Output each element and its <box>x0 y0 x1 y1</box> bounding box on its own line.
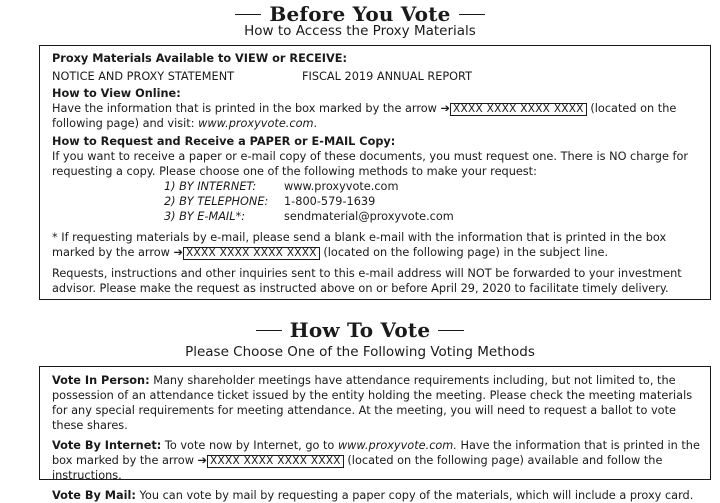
forwarding-note: Requests, instructions and other inquiries sent to this e-mail address will NOT be forwarded to your investment advisor. Please make the request as instructed above on or before April 29, 2020 to facilitate timely delivery. <box>52 267 682 295</box>
arrow-icon: ➔ <box>173 246 183 259</box>
view-online-heading: How to View Online: <box>52 87 181 100</box>
proxy-materials-box <box>39 45 711 300</box>
arrow-icon: ➔ <box>197 454 207 467</box>
vote-by-mail-label: Vote By Mail: <box>52 489 136 502</box>
vote-in-person: Vote In Person: Many shareholder meetings have attendance requirements including, but not limited to, the possession of an attendance ticket issued by the entity holding the meeting. Please check the meeting materials for any special requirements for meeting attendance. At the meeting, you will need to request a ballot to vote these shares. <box>52 374 693 432</box>
control-number-placeholder: XXXX XXXX XXXX XXXX <box>450 103 587 116</box>
before-you-vote-text: Before You Vote <box>269 2 451 26</box>
proxyvote-link[interactable]: www.proxyvote.com <box>198 117 314 130</box>
vote-by-internet-label: Vote By Internet: <box>52 439 162 452</box>
control-number-placeholder: XXXX XXXX XXXX XXXX <box>183 247 320 260</box>
title-rule-right <box>459 14 485 15</box>
vote-by-mail: Vote By Mail: You can vote by mail by requesting a paper copy of the materials, which will include a proxy card. <box>52 489 694 502</box>
arrow-icon: ➔ <box>440 102 450 115</box>
method-telephone: 2) BY TELEPHONE: 1-800-579-1639 <box>164 195 376 208</box>
view-online-text: Have the information that is printed in the box marked by the arrow ➔ XXXX XXXX XXXX XXXX (located on the following page) and visit: www.proxyvote.com. <box>52 102 677 130</box>
section-title-how-to-vote <box>0 318 720 342</box>
materials-heading: Proxy Materials Available to VIEW or RECEIVE: <box>52 52 347 65</box>
voting-methods-box <box>39 366 711 502</box>
method-internet-value[interactable]: www.proxyvote.com <box>284 180 399 193</box>
vote-by-internet: Vote By Internet: To vote now by Internet, go to www.proxyvote.com. Have the information that is printed in the box marked by the arrow ➔ XXXX XXXX XXXX XXXX (located on the following page) available and follow the instructions. <box>52 439 700 482</box>
request-copy-heading: How to Request and Receive a PAPER or E-MAIL Copy: <box>52 135 396 148</box>
vote-in-person-label: Vote In Person: <box>52 374 150 387</box>
control-number-placeholder: XXXX XXXX XXXX XXXX <box>207 455 344 468</box>
method-email: 3) BY E-MAIL*: sendmaterial@proxyvote.com <box>164 210 454 223</box>
request-methods-list <box>164 179 704 224</box>
method-telephone-value[interactable]: 1-800-579-1639 <box>284 195 376 208</box>
section-subtitle-voting-methods: Please Choose One of the Following Voting Methods <box>185 344 535 360</box>
method-internet: 1) BY INTERNET: www.proxyvote.com <box>164 180 399 193</box>
doc-annual-report: FISCAL 2019 ANNUAL REPORT <box>302 70 472 83</box>
materials-list <box>52 69 704 84</box>
method-email-value[interactable]: sendmaterial@proxyvote.com <box>284 210 454 223</box>
section-subtitle-access: How to Access the Proxy Materials <box>244 23 476 39</box>
title-rule-left <box>235 14 261 15</box>
doc-notice-proxy: NOTICE AND PROXY STATEMENT <box>52 70 235 83</box>
request-copy-text: If you want to receive a paper or e-mail copy of these documents, you must request one. There is NO charge for requesting a copy. Please choose one of the following methods to make your request: <box>52 150 689 178</box>
how-to-vote-text: How To Vote <box>289 318 431 342</box>
proxyvote-link[interactable]: www.proxyvote.com. <box>337 439 457 452</box>
title-rule-right <box>438 330 464 331</box>
email-note: * If requesting materials by e-mail, please send a blank e-mail with the information that is printed in the box marked by the arrow ➔ XXXX XXXX XXXX XXXX (located on the following page) in the subject line. <box>52 231 667 259</box>
title-rule-left <box>256 330 282 331</box>
